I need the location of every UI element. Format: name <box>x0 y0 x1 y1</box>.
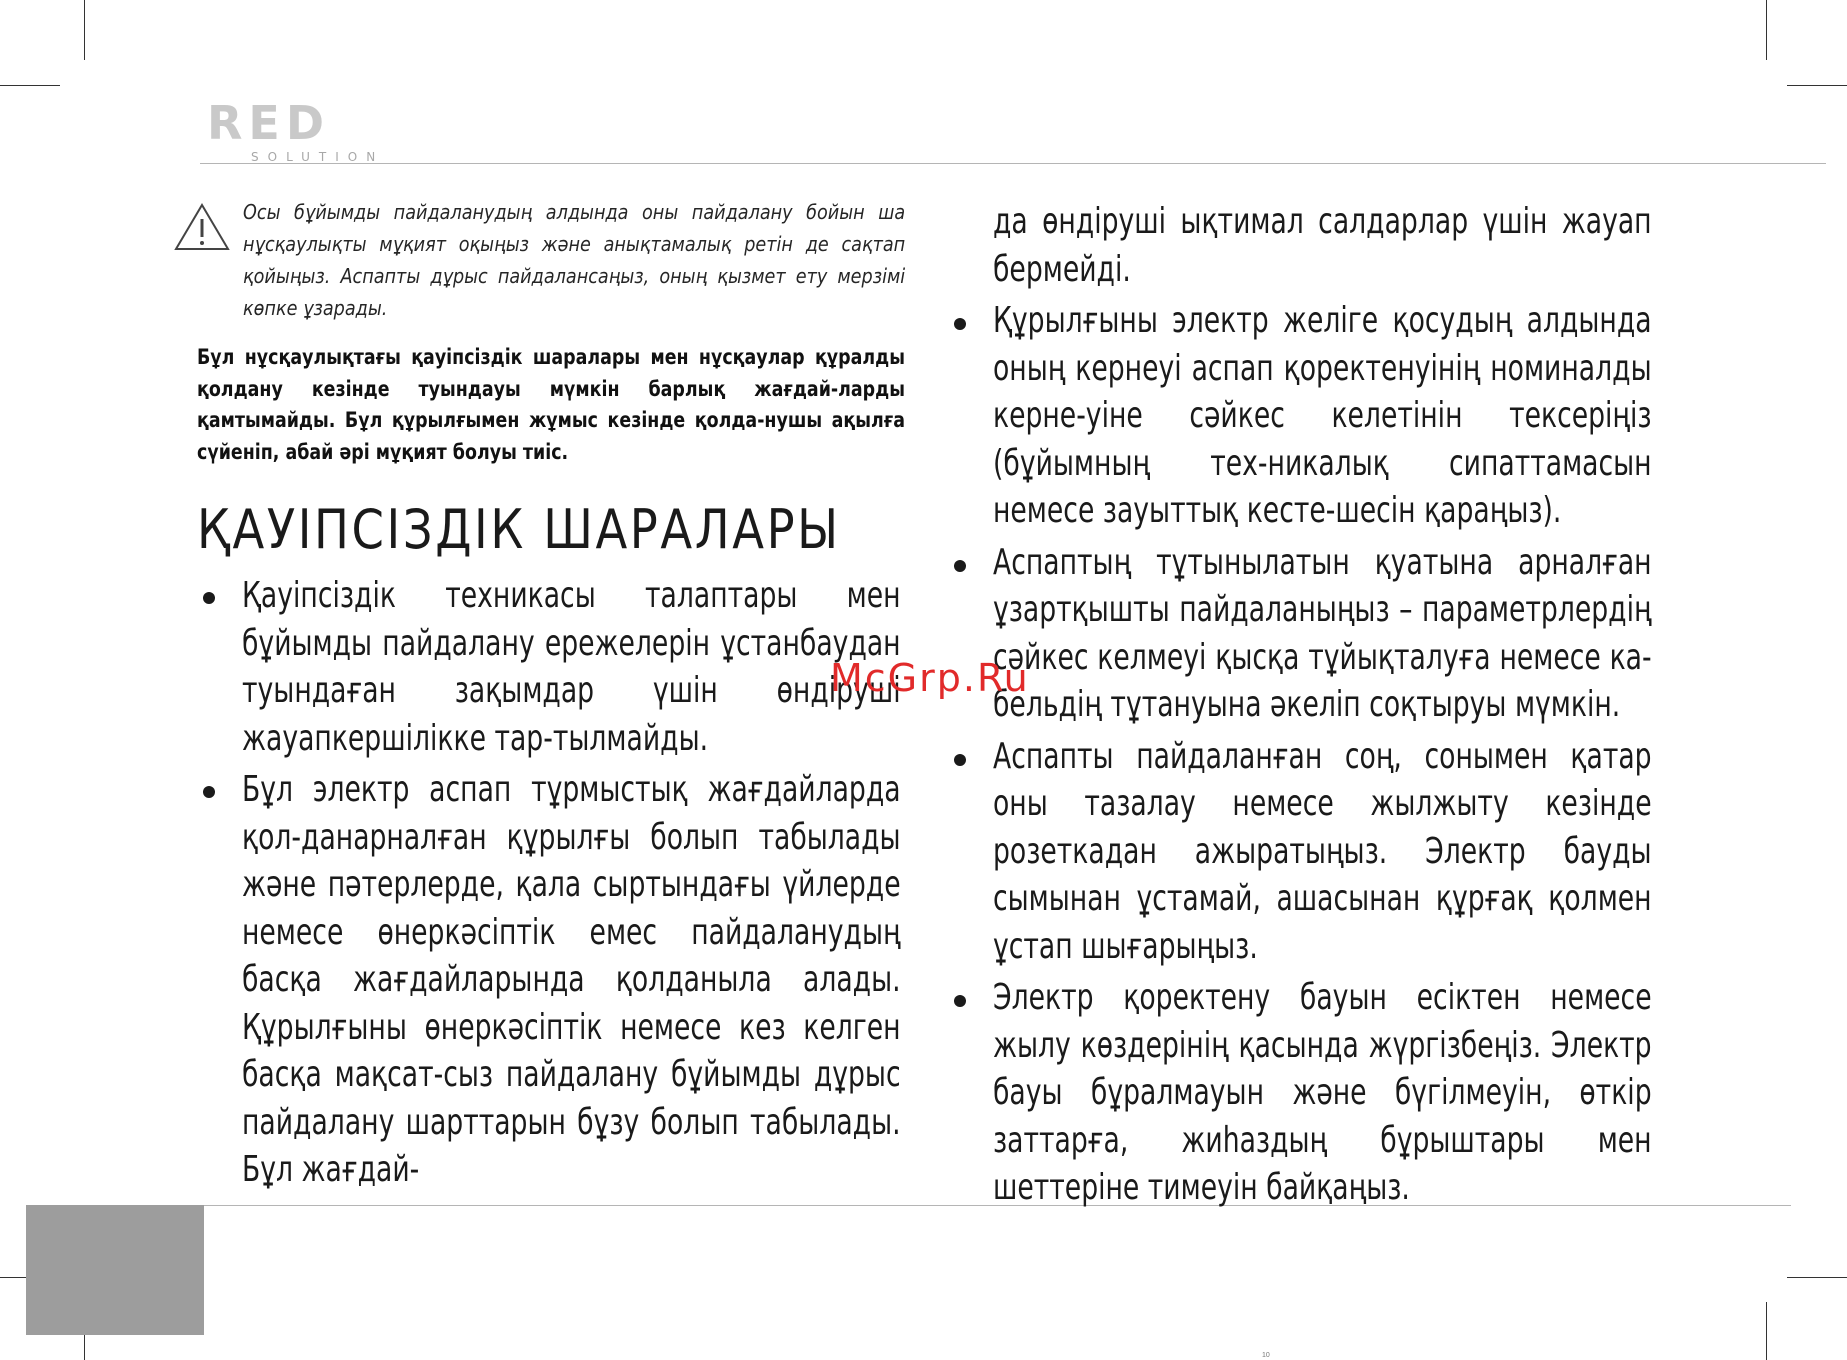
crop-mark-bottom-right-h <box>1787 1277 1847 1278</box>
safety-disclaimer: Бұл нұсқаулықтағы қауіпсіздік шаралары мен нұсқаулар құралды қолдану кезінде туындауы мүмкін барлық жағдай-ларды қамтымайды. Бұл құрылғымен жұмыс кезінде қолда-нушы ақылға сүйеніп, абай әрі мұқият болуы тиіс. <box>197 345 905 464</box>
crop-mark-top-right-h <box>1787 85 1847 86</box>
list-item <box>197 572 902 762</box>
list-item-text: Бұл электр аспап тұрмыстық жағдайларда қол-данарналған құрылғы болып табылады және пәтерлерде, қала сыртындағы үйлерде немесе өнеркәсіптік емес пайдаланудың басқа жағдайларында қолданыла алады. Құрылғыны өнеркәсіптік немесе кез келген басқа мақсат-сыз пайдалану бұйымды дұрыс пайдалану шарттарын бұзу болып табылады. Бұл жағдай- <box>242 769 901 1190</box>
watermark: McGrp.Ru <box>830 656 1030 700</box>
crop-mark-top-left-h <box>0 85 60 86</box>
warning-note <box>197 196 906 324</box>
list-item-text: Электр қоректену бауын есіктен немесе жылу көздерінің қасында жүргізбеңіз. Электр бауы бұралмауын және бүгілмеуін, өткір заттарға, жиһаздың бұрыштары мен шеттеріне тимеуін байқаңыз. <box>993 977 1652 1208</box>
warning-triangle-icon <box>173 202 231 252</box>
section-title: ҚАУІПСІЗДІК ШАРАЛАРЫ <box>197 498 841 561</box>
bullet-icon <box>954 995 966 1007</box>
crop-mark-top-right-v <box>1766 0 1767 60</box>
crop-mark-bottom-right-v <box>1766 1302 1767 1360</box>
page-tab-block <box>26 1205 204 1335</box>
bullet-icon <box>203 592 215 604</box>
warning-note-text: Осы бұйымды пайдаланудың алдында оны пайдалану бойын ша нұсқаулықты мұқият оқыңыз және анықтамалық ретін де сақтап қойыңыз. Аспапты дұрыс пайдалансаңыз, оның қызмет ету мерзімі көпке ұзарады. <box>243 200 906 320</box>
list-item <box>948 539 1650 729</box>
bullet-icon <box>203 786 215 798</box>
list-item-text: Құрылғыны электр желіге қосудың алдында оның кернеуі аспап қоректенуінің номиналды керне-уіне сәйкес келетінін тексеріңіз (бұйымның тех-никалық сипаттамасын немесе зауыттық кесте-шесін қараңыз). <box>993 300 1652 531</box>
page-number: 10 <box>1262 1352 1270 1359</box>
list-item <box>197 766 902 1194</box>
left-bullet-list <box>197 572 902 1194</box>
list-item-text: Аспапты пайдаланған соң, сонымен қатар оны тазалау немесе жылжыту кезінде розеткадан ажыратыңыз. Электр бауды сымынан ұстамай, ашасынан құрғақ қолмен ұстап шығарыңыз. <box>993 735 1652 967</box>
list-item <box>948 974 1650 1212</box>
bullet-icon <box>954 560 966 572</box>
left-column <box>197 196 906 1198</box>
right-column <box>948 198 1650 1212</box>
bullet-icon <box>954 318 966 330</box>
list-item-text: Аспаптың тұтынылатын қуатына арналған ұзартқышты пайдаланыңыз – параметрлердің сәйкес келмеуі қысқа тұйықталуға немесе ка-бельдің тұтануына әкеліп соқтыруы мүмкін. <box>993 541 1652 725</box>
continued-paragraph-text: да өндіруші ықтимал салдарлар үшін жауап бермейді. <box>993 201 1652 290</box>
continued-paragraph <box>948 198 1650 293</box>
list-item <box>948 297 1650 535</box>
header-rule-right-stub <box>1766 163 1826 164</box>
right-bullet-list <box>948 297 1650 1212</box>
bullet-icon <box>954 754 966 766</box>
list-item-text: Қауіпсіздік техникасы талаптары мен бұйымды пайдалану ережелерін ұстанбаудан туындаған зақымдар үшін өндіруші жауапкершілікке тар-тылмайды. <box>242 575 901 759</box>
header-rule <box>200 163 1790 164</box>
crop-mark-top-left-v <box>84 0 85 60</box>
brand-tagline: SOLUTION <box>251 150 385 164</box>
list-item <box>948 733 1650 971</box>
brand-name: RED <box>207 96 331 150</box>
brand-logo <box>207 96 397 164</box>
